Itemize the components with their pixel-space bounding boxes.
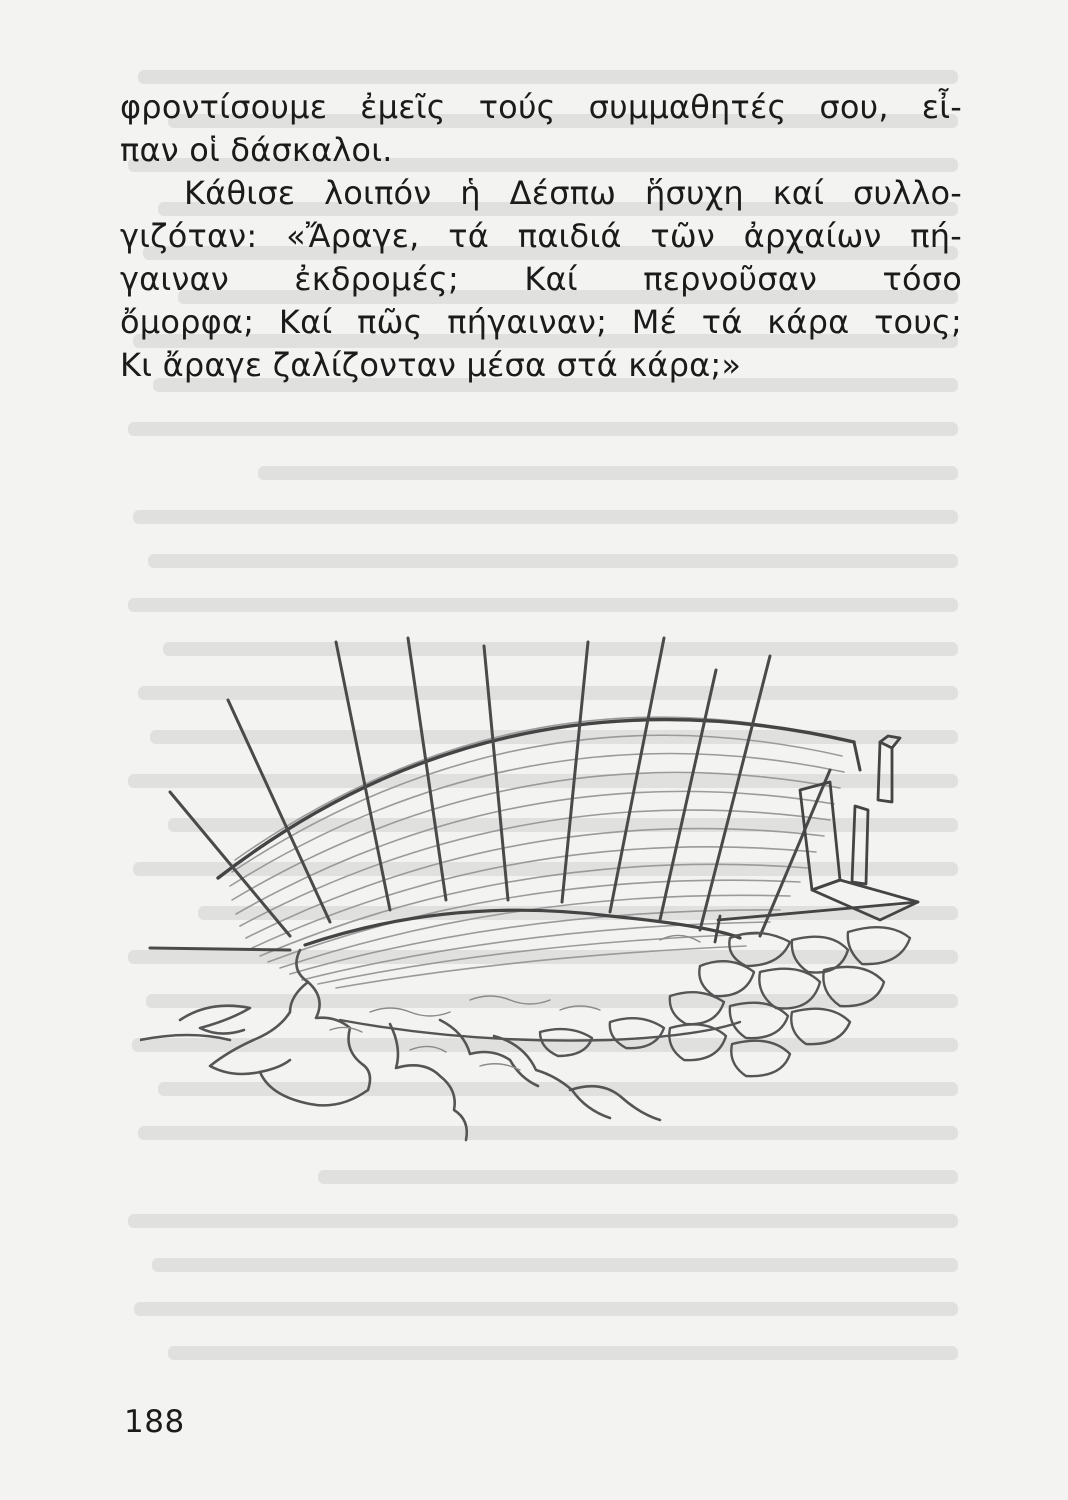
text-line: Κάθισε λοιπόν ἡ Δέσπω ἥσυχη καί συλλο- bbox=[184, 174, 962, 212]
shading-scribbles bbox=[330, 935, 700, 1070]
text-line: γιζόταν: «Ἄραγε, τά παιδιά τῶν ἀρχαίων πή- bbox=[120, 217, 962, 255]
ancient-theatre-illustration bbox=[140, 620, 920, 1180]
body-paragraph bbox=[120, 86, 962, 387]
text-line: Κι ἄραγε ζαλίζονταν μέσα στά κάρα;» bbox=[120, 346, 742, 384]
stone-foundation bbox=[540, 927, 910, 1076]
text-line: γαιναν ἐκδρομές; Καί περνοῦσαν τόσο bbox=[120, 260, 962, 298]
text-line: παν οἱ δάσκαλοι. bbox=[120, 131, 393, 169]
seating-hatching bbox=[230, 717, 844, 988]
text-line: ὄμορφα; Καί πῶς πήγαιναν; Μέ τά κάρα τους; bbox=[120, 303, 962, 341]
page-number: 188 bbox=[124, 1404, 185, 1440]
text-line: φροντίσουμε ἐμεῖς τούς συμμαθητές σου, εἶ- bbox=[120, 88, 962, 126]
